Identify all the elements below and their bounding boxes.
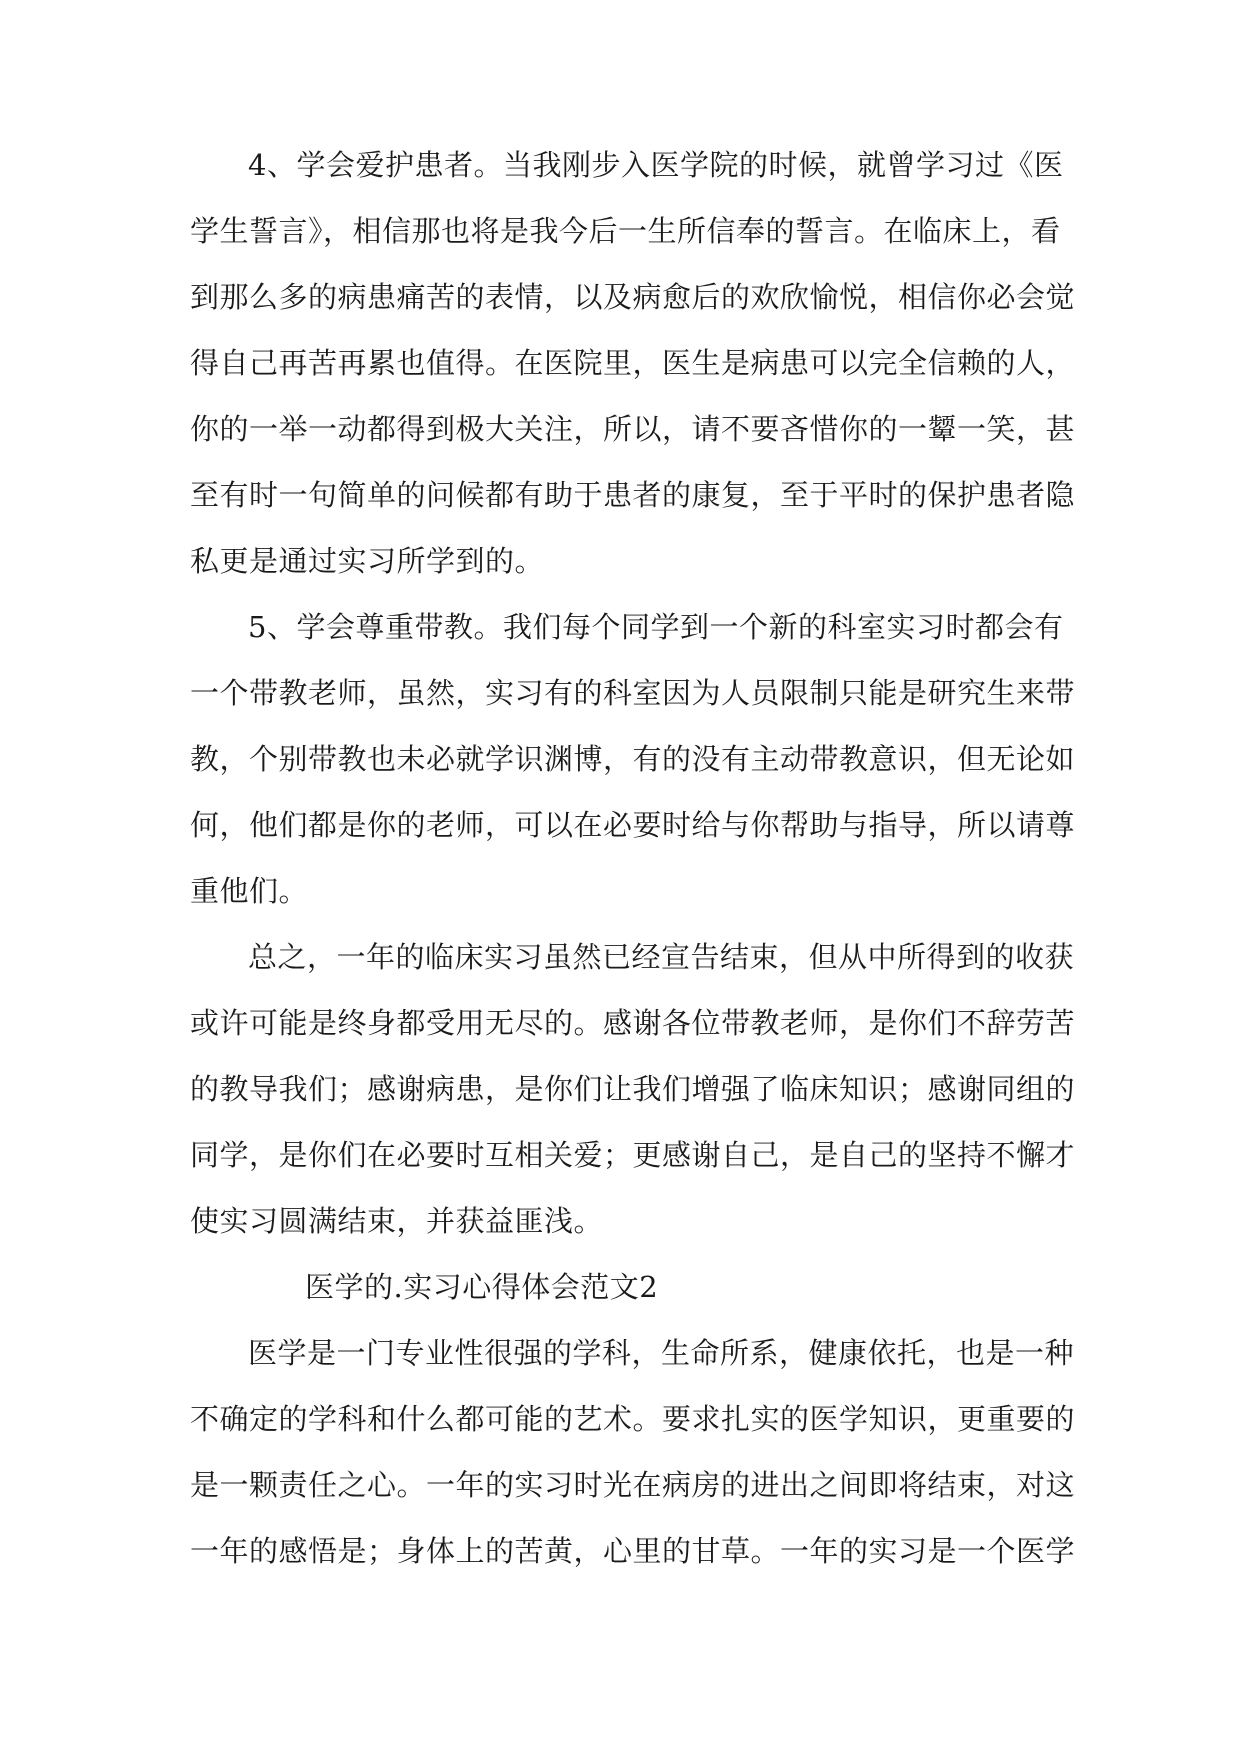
paragraph-5-line-3: 教，个别带教也未必就学识渊博，有的没有主动带教意识，但无论如: [190, 742, 1076, 776]
summary-line-3: 的教导我们；感谢病患，是你们让我们增强了临床知识；感谢同组的: [190, 1072, 1076, 1106]
summary-line-2: 或许可能是终身都受用无尽的。感谢各位带教老师，是你们不辞劳苦: [190, 1006, 1076, 1040]
section-heading: 医学的.实习心得体会范文2: [305, 1270, 659, 1304]
paragraph-5-line-2: 一个带教老师，虽然，实习有的科室因为人员限制只能是研究生来带: [190, 676, 1076, 710]
paragraph-4-line-6: 至有时一句简单的问候都有助于患者的康复，至于平时的保护患者隐: [190, 478, 1076, 512]
essay2-line-1: 医学是一门专业性很强的学科，生命所系，健康依托，也是一种: [248, 1336, 1075, 1370]
paragraph-5-line-1: 5、学会尊重带教。我们每个同学到一个新的科室实习时都会有: [248, 610, 1064, 644]
paragraph-4-line-1: 4、学会爱护患者。当我刚步入医学院的时候，就曾学习过《医: [248, 148, 1064, 182]
summary-line-1: 总之，一年的临床实习虽然已经宣告结束，但从中所得到的收获: [248, 940, 1075, 974]
summary-line-4: 同学，是你们在必要时互相关爱；更感谢自己，是自己的坚持不懈才: [190, 1138, 1076, 1172]
essay2-line-4: 一年的感悟是；身体上的苦黄，心里的甘草。一年的实习是一个医学: [190, 1534, 1076, 1568]
essay2-line-2: 不确定的学科和什么都可能的艺术。要求扎实的医学知识，更重要的: [190, 1402, 1076, 1436]
paragraph-4-line-7: 私更是通过实习所学到的。: [190, 544, 545, 578]
paragraph-5-line-4: 何，他们都是你的老师，可以在必要时给与你帮助与指导，所以请尊: [190, 808, 1076, 842]
paragraph-4-line-3: 到那么多的病患痛苦的表情，以及病愈后的欢欣愉悦，相信你必会觉: [190, 280, 1076, 314]
summary-line-5: 使实习圆满结束，并获益匪浅。: [190, 1204, 604, 1238]
essay2-line-3: 是一颗责任之心。一年的实习时光在病房的进出之间即将结束，对这: [190, 1468, 1076, 1502]
paragraph-4-line-5: 你的一举一动都得到极大关注，所以，请不要吝惜你的一颦一笑，甚: [190, 412, 1076, 446]
paragraph-5-line-5: 重他们。: [190, 874, 309, 908]
paragraph-4-line-2: 学生誓言》，相信那也将是我今后一生所信奉的誓言。在临床上，看: [190, 214, 1061, 248]
paragraph-4-line-4: 得自己再苦再累也值得。在医院里，医生是病患可以完全信赖的人，: [190, 346, 1076, 380]
